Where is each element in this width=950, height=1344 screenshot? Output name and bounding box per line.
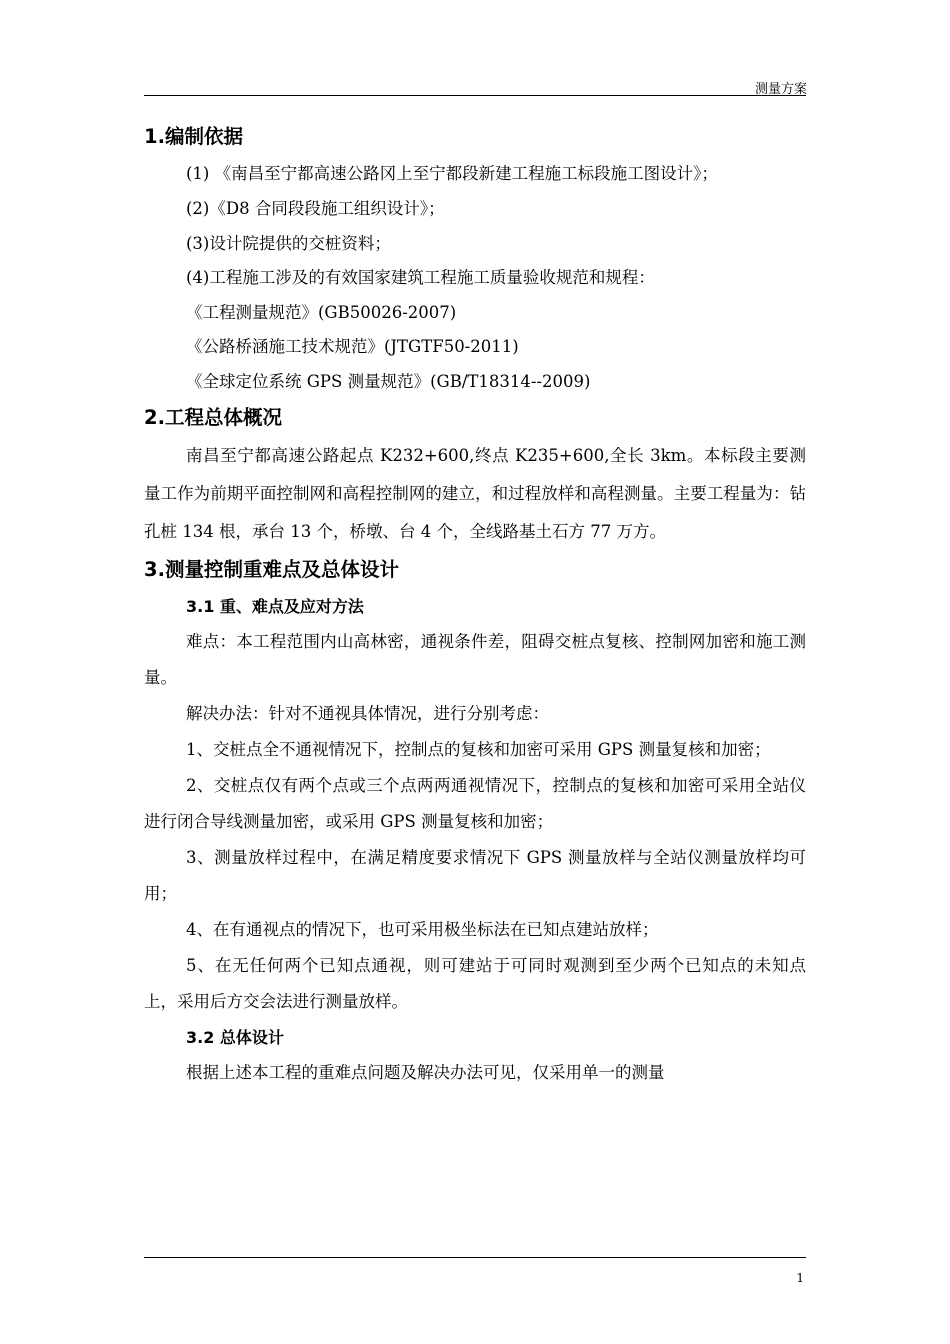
solution-item-3: 3、测量放样过程中，在满足精度要求情况下 GPS 测量放样与全站仪测量放样均可用； [144,848,806,903]
section-3-heading: 3.测量控制重难点及总体设计 [144,558,399,581]
document-body [144,118,806,1091]
solution-intro: 解决办法：针对不通视具体情况，进行分别考虑： [186,704,549,723]
basis-item-spec-2: 《公路桥涵施工技术规范》(JTGTF50-2011) [186,337,519,356]
basis-item-spec-1: 《工程测量规范》(GB50026-2007) [186,302,457,322]
page-number: 1 [796,1271,804,1285]
overall-design-paragraph: 根据上述本工程的重难点问题及解决办法可见，仅采用单一的测量 [186,1063,665,1082]
solution-item-5: 5、在无任何两个已知点通视，则可建站于可同时观测到至少两个已知点的未知点上，采用后方交会法进行测量放样。 [144,956,806,1011]
overview-paragraph: 南昌至宁都高速公路起点 K232+600,终点 K235+600,全长 3km。本标段主要测量工作为前期平面控制网和高程控制网的建立，和过程放样和高程测量。主要工程量为：钻孔桩 134 根，承台 13 个，桥墩、台 4 个，全线路基土石方 77 万方。 [144,446,806,541]
header-divider [144,95,806,96]
footer-divider [144,1257,806,1258]
basis-item-4: (4)工程施工涉及的有效国家建筑工程施工质量验收规范和规程： [186,268,655,287]
section-3-2-heading: 3.2 总体设计 [186,1028,284,1047]
solution-item-4: 4、在有通视点的情况下，也可采用极坐标法在已知点建站放样； [186,920,659,939]
header-title: 测量方案 [754,82,807,97]
section-3-1-heading: 3.1 重、难点及应对方法 [186,597,364,616]
solution-item-2: 2、交桩点仅有两个点或三个点两两通视情况下，控制点的复核和加密可采用全站仪进行闭合导线测量加密，或采用 GPS 测量复核和加密； [144,776,806,831]
solution-item-1: 1、交桩点全不通视情况下，控制点的复核和加密可采用 GPS 测量复核和加密； [186,740,771,759]
basis-item-2: (2)《D8 合同段段施工组织设计》； [186,199,445,218]
basis-item-spec-3: 《全球定位系统 GPS 测量规范》(GB/T18314--2009) [186,371,591,391]
section-2-heading: 2.工程总体概况 [144,406,282,429]
basis-item-3: (3)设计院提供的交桩资料； [186,233,391,253]
basis-item-1: (1) 《南昌至宁都高速公路冈上至宁都段新建工程施工标段施工图设计》； [186,164,718,183]
section-1-heading: 1.编制依据 [144,125,243,148]
difficulty-paragraph: 难点：本工程范围内山高林密，通视条件差，阻碍交桩点复核、控制网加密和施工测量。 [144,632,806,687]
